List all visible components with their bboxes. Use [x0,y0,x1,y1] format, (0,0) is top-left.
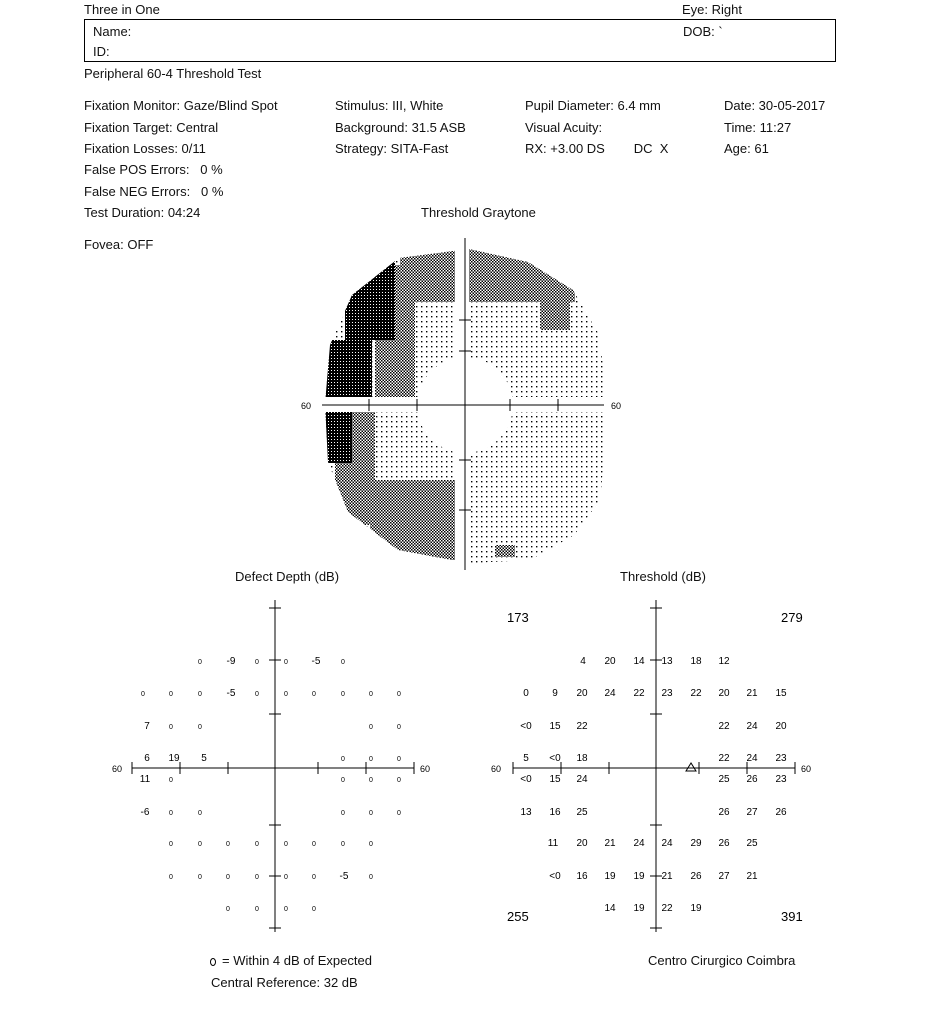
threshold-value: 20 [718,688,730,699]
info-test-duration: Test Duration: 04:24 [84,205,201,220]
threshold-value: 19 [690,903,702,914]
threshold-value: 12 [718,656,730,667]
defect-depth-value: 6 [144,753,150,764]
threshold-value: 18 [690,656,702,667]
threshold-axis-left: 60 [491,764,502,774]
threshold-value: 25 [576,807,588,818]
defect-depth-values [140,656,401,913]
threshold-value: 5 [523,753,529,764]
defect-depth-value: 0 [397,756,401,763]
defect-depth-value: -6 [140,807,150,818]
info-pupil: Pupil Diameter: 6.4 mm [525,98,661,113]
threshold-value: 21 [746,871,758,882]
threshold-value: 26 [775,807,787,818]
eye-label: Eye: Right [682,2,742,17]
threshold-value: 15 [775,688,787,699]
defect-depth-value: 0 [255,659,259,666]
threshold-value: 13 [520,807,532,818]
defect-depth-value: 0 [284,874,288,881]
corner-count-bl: 255 [507,909,529,924]
defect-depth-value: 11 [139,774,151,785]
threshold-value: 19 [604,871,616,882]
threshold-value: 20 [775,721,787,732]
corner-count-tr: 279 [781,610,803,625]
threshold-value: 26 [718,838,730,849]
defect-axis-right: 60 [420,764,431,774]
threshold-value: 24 [633,838,645,849]
info-age: Age: 61 [724,141,769,156]
defect-depth-value: 0 [312,841,316,848]
corner-count-br: 391 [781,909,803,924]
blind-spot-triangle-icon [686,763,696,771]
defect-depth-value: 0 [397,810,401,817]
test-name: Peripheral 60-4 Threshold Test [84,66,262,81]
threshold-value: 24 [746,721,758,732]
defect-depth-value: 0 [226,841,230,848]
threshold-value: 20 [604,656,616,667]
threshold-value: <0 [520,721,532,732]
defect-depth-value: 0 [198,659,202,666]
defect-depth-value: 0 [255,841,259,848]
defect-depth-value: 0 [341,841,345,848]
defect-depth-value: 0 [312,874,316,881]
defect-depth-value: 0 [169,874,173,881]
threshold-value: <0 [549,871,561,882]
threshold-value: 20 [576,838,588,849]
info-fixation-target: Fixation Target: Central [84,120,219,135]
defect-depth-value: -5 [339,871,349,882]
defect-depth-value: 0 [397,691,401,698]
defect-depth-value: 0 [341,659,345,666]
defect-depth-value: 0 [141,691,145,698]
defect-depth-value: -9 [226,656,236,667]
threshold-value: 14 [633,656,645,667]
threshold-value: <0 [549,753,561,764]
threshold-value: 24 [661,838,673,849]
defect-depth-value: 0 [369,777,373,784]
info-date: Date: 30-05-2017 [724,98,826,113]
threshold-value: 22 [576,721,588,732]
threshold-value: 22 [633,688,645,699]
defect-depth-value: 0 [169,724,173,731]
info-visual-acuity: Visual Acuity: [525,120,603,135]
defect-depth-value: 0 [341,691,345,698]
defect-depth-value: 0 [198,810,202,817]
threshold-value: 26 [718,807,730,818]
defect-depth-value: 0 [369,724,373,731]
threshold-value: 4 [580,656,586,667]
threshold-value: 15 [549,721,561,732]
defect-depth-value: -5 [226,688,236,699]
info-rx: RX: +3.00 DS DC X [525,141,669,156]
info-time: Time: 11:27 [724,120,792,135]
threshold-value: 22 [690,688,702,699]
legend [210,953,372,968]
patient-box [84,19,836,62]
threshold-axis-right: 60 [801,764,812,774]
threshold-plot [485,595,820,935]
threshold-value: 16 [549,807,561,818]
within-expected-icon [210,958,216,966]
threshold-value: 23 [661,688,673,699]
threshold-value: 23 [775,774,787,785]
defect-depth-value: 0 [284,841,288,848]
defect-depth-value: 0 [369,841,373,848]
threshold-value: 25 [718,774,730,785]
threshold-value: 13 [661,656,673,667]
defect-depth-value: 0 [312,691,316,698]
threshold-value: 29 [690,838,702,849]
threshold-value: 22 [718,753,730,764]
defect-depth-value: 0 [369,810,373,817]
defect-depth-value: 0 [198,841,202,848]
threshold-value: 27 [746,807,758,818]
threshold-value: 19 [633,903,645,914]
threshold-value: 14 [604,903,616,914]
threshold-value: 11 [547,838,559,849]
threshold-title: Threshold (dB) [620,569,706,584]
defect-depth-plot [100,595,440,935]
defect-depth-value: 0 [198,874,202,881]
graytone-axis-right: 60 [611,401,622,411]
defect-depth-value: 0 [284,906,288,913]
defect-depth-value: 0 [397,777,401,784]
defect-depth-value: 0 [341,756,345,763]
threshold-value: 15 [549,774,561,785]
info-stimulus: Stimulus: III, White [335,98,444,113]
threshold-value: 0 [523,688,529,699]
threshold-value: 20 [576,688,588,699]
threshold-value: 9 [552,688,558,699]
threshold-values [520,656,787,914]
info-fovea: Fovea: OFF [84,237,154,252]
defect-depth-value: 0 [397,724,401,731]
threshold-value: 21 [661,871,673,882]
threshold-value: 24 [746,753,758,764]
defect-depth-value: 0 [312,906,316,913]
corner-count-tl: 173 [507,610,529,625]
threshold-value: 27 [718,871,730,882]
graytone-title: Threshold Graytone [421,205,536,220]
report-title: Three in One [84,2,160,17]
threshold-value: 18 [576,753,588,764]
info-strategy: Strategy: SITA-Fast [335,141,449,156]
central-reference: Central Reference: 32 dB [211,975,358,990]
defect-depth-value: 0 [169,810,173,817]
defect-depth-value: 0 [226,906,230,913]
threshold-value: <0 [520,774,532,785]
threshold-value: 19 [633,871,645,882]
defect-depth-value: 0 [169,691,173,698]
defect-depth-value: 0 [369,756,373,763]
institution-name: Centro Cirurgico Coimbra [648,953,796,968]
defect-depth-value: 7 [144,721,150,732]
threshold-value: 16 [576,871,588,882]
graytone-plot [290,230,620,575]
defect-depth-value: 5 [201,753,207,764]
defect-depth-value: 0 [169,841,173,848]
threshold-value: 22 [718,721,730,732]
name-label: Name: [93,24,132,39]
defect-depth-value: 0 [369,874,373,881]
threshold-value: 21 [604,838,616,849]
defect-depth-value: 0 [341,810,345,817]
threshold-value: 22 [661,903,673,914]
defect-depth-title: Defect Depth (dB) [235,569,340,584]
defect-depth-value: 0 [284,691,288,698]
threshold-value: 23 [775,753,787,764]
info-false-pos: False POS Errors: 0 % [84,162,223,177]
defect-depth-value: 0 [255,691,259,698]
defect-depth-value: 19 [168,753,180,764]
defect-depth-value: 0 [341,777,345,784]
threshold-value: 26 [690,871,702,882]
info-fixation-losses: Fixation Losses: 0/11 [84,141,206,156]
threshold-value: 25 [746,838,758,849]
defect-depth-value: 0 [169,777,173,784]
defect-axis-left: 60 [112,764,123,774]
legend-text: = Within 4 dB of Expected [222,953,372,968]
defect-depth-value: 0 [255,874,259,881]
defect-depth-value: 0 [369,691,373,698]
graytone-axis-left: 60 [301,401,312,411]
threshold-value: 21 [746,688,758,699]
defect-depth-value: 0 [198,724,202,731]
info-background: Background: 31.5 ASB [335,120,466,135]
info-false-neg: False NEG Errors: 0 % [84,184,224,199]
defect-depth-value: -5 [311,656,321,667]
defect-depth-value: 0 [198,691,202,698]
id-label: ID: [93,44,110,59]
defect-depth-value: 0 [255,906,259,913]
info-fixation-monitor: Fixation Monitor: Gaze/Blind Spot [84,98,278,113]
defect-depth-value: 0 [226,874,230,881]
threshold-value: 24 [576,774,588,785]
defect-depth-value: 0 [284,659,288,666]
threshold-value: 24 [604,688,616,699]
dob-label: DOB: ` [683,24,723,39]
threshold-value: 26 [746,774,758,785]
